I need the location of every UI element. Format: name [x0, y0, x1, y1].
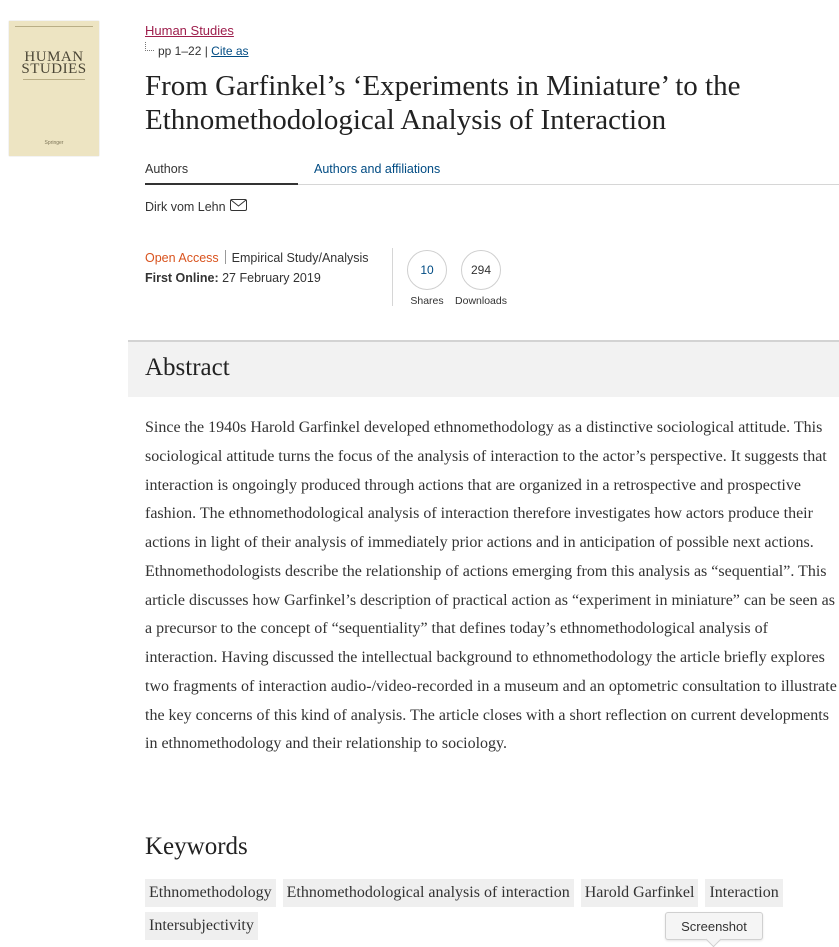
article-meta: [145, 248, 369, 288]
cover-title-line1: HUMAN: [24, 49, 84, 65]
first-online-label: First Online:: [145, 271, 219, 285]
downloads-metric: [453, 250, 509, 307]
abstract-heading: Abstract: [145, 354, 230, 381]
downloads-count: 294: [461, 250, 501, 290]
open-access-label: Open Access: [145, 251, 219, 265]
keyword-tag[interactable]: Harold Garfinkel: [581, 879, 699, 907]
keyword-tag[interactable]: Ethnomethodology: [145, 879, 276, 907]
meta-line-2: [145, 268, 369, 288]
keyword-tag[interactable]: Interaction: [705, 879, 782, 907]
mail-icon-svg: [230, 199, 247, 211]
metrics-divider: [392, 248, 393, 306]
shares-count[interactable]: 10: [407, 250, 447, 290]
cover-title: [9, 51, 99, 75]
keyword-tag[interactable]: Ethnomethodological analysis of interaction: [283, 879, 574, 907]
mail-icon[interactable]: [230, 199, 247, 214]
keywords-heading: Keywords: [145, 833, 248, 860]
abstract-header: [128, 340, 839, 397]
tab-authors-affiliations[interactable]: Authors and affiliations: [314, 162, 441, 176]
cover-publisher: Springer: [44, 140, 64, 146]
pages-range: pp 1–22 |: [158, 44, 212, 58]
shares-metric[interactable]: [407, 250, 447, 307]
cover-subtitle-rule: [23, 79, 85, 82]
tab-authors[interactable]: Authors: [145, 162, 298, 185]
cover-rule: [15, 26, 93, 29]
cite-as-link[interactable]: Cite as: [211, 44, 249, 58]
author-name[interactable]: Dirk vom Lehn: [145, 199, 226, 214]
abstract-text: Since the 1940s Harold Garfinkel developed ethnomethodology as a distinctive sociological attitude. This sociological attitude turns the focus of the analysis of interaction to the actor’s perspective. It suggests that interaction is ongoingly produced through actions that are organized in a retrospective and prospective fashion. The ethnomethodological analysis of interaction therefore investigates how actors produce their actions in light of their analysis of immediately prior actions and in anticipation of possible next actions. Ethnomethodologists describe the relationship of actions emerging from this analysis as “sequential”. This article discusses how Garfinkel’s description of practical action as “experiment in miniature” can be seen as a precursor to the concept of “sequentiality” that defines today’s ethnomethodological analysis of interaction. Having discussed the intellectual background to ethnomethodology the article briefly explores two fragments of interaction audio-/video-recorded in a museum and an optometric consultation to illustrate the key concerns of this kind of analysis. The article closes with a short reflection on current developments in ethnomethodology and their relationship to sociology.: [145, 419, 837, 753]
first-online-date: 27 February 2019: [222, 271, 321, 285]
meta-line-1: [145, 248, 369, 268]
pages-line: [145, 42, 249, 58]
cover-title-line2: STUDIES: [21, 61, 87, 77]
keyword-tag[interactable]: Intersubjectivity: [145, 912, 258, 940]
meta-separator: [225, 250, 226, 264]
author-tabs: [145, 160, 839, 185]
article-type: Empirical Study/Analysis: [231, 251, 369, 265]
journal-link[interactable]: Human Studies: [145, 23, 234, 38]
tree-connector-icon: [145, 42, 154, 51]
screenshot-tooltip: Screenshot: [665, 912, 763, 940]
shares-label: Shares: [410, 295, 444, 307]
article-title: From Garfinkel’s ‘Experiments in Miniature’ to the Ethnomethodological Analysis of Interaction: [145, 70, 741, 136]
author-entry: [145, 199, 247, 214]
downloads-label: Downloads: [455, 295, 507, 307]
journal-cover[interactable]: [9, 21, 99, 156]
